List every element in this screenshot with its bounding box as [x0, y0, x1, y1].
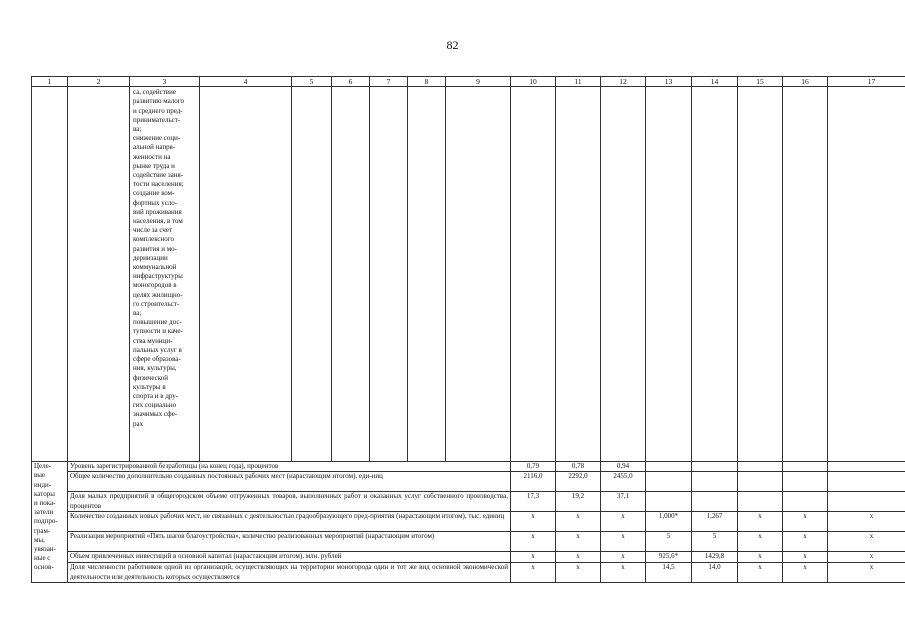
- indicators-section-label: [32, 462, 68, 583]
- indicator-value: [783, 492, 828, 512]
- section-label-line: и пока-: [34, 499, 56, 508]
- indicator-value: х: [601, 552, 646, 563]
- indicator-label: Общее количество дополнительно созданных постоянных рабочих мест (нарастающим итогом), еди-ниц: [68, 472, 511, 492]
- header-cell: 8: [408, 77, 446, 87]
- objective-text-line: тости населения;: [133, 180, 184, 189]
- section-label-line: вые: [34, 471, 46, 480]
- section-label-line: Целе-: [34, 462, 52, 471]
- section-label-line: мы,: [34, 535, 45, 544]
- indicator-value: х: [738, 512, 783, 532]
- indicator-value: 0,94: [601, 462, 646, 472]
- objective-text-line: целях жилищно-: [133, 290, 183, 299]
- header-cell: 3: [130, 77, 200, 87]
- indicator-label: Доля численности работников одной из организаций, осуществляющих на территории моногорода один и тот же вид основной экономической деятельности или деятельность которых осуществляется: [68, 563, 511, 583]
- objective-text-line: спорта и в дру-: [133, 391, 179, 400]
- section-label-line: каторы: [34, 489, 55, 498]
- indicator-value: [828, 472, 905, 492]
- indicator-value: 5: [692, 532, 738, 552]
- table-cell: [292, 87, 332, 462]
- indicator-value: [738, 492, 783, 512]
- objective-text-line: значимых сфе-: [133, 410, 178, 419]
- objective-text-line: и среднего пред-: [133, 106, 183, 115]
- objective-text-line: гих социально: [133, 401, 177, 410]
- objectives-text-cell: [130, 87, 200, 462]
- header-cell: 15: [738, 77, 783, 87]
- objective-text-line: развитию малого: [133, 97, 184, 106]
- objective-text-line: инфраструктуры: [133, 272, 183, 281]
- indicator-value: х: [511, 563, 556, 583]
- indicator-value: [738, 472, 783, 492]
- indicator-row: [32, 462, 905, 472]
- indicator-value: х: [828, 552, 905, 563]
- program-table: [31, 76, 905, 583]
- table-cell: [32, 87, 68, 462]
- objective-text-line: ния, культуры,: [133, 364, 177, 373]
- objective-text-line: рах: [133, 419, 144, 428]
- page-number: 82: [446, 38, 459, 52]
- table-cell: [408, 87, 446, 462]
- indicator-value: х: [783, 552, 828, 563]
- table-cell: [692, 87, 738, 462]
- indicator-value: х: [783, 532, 828, 552]
- indicator-value: [692, 492, 738, 512]
- indicator-row: [32, 552, 905, 563]
- indicator-value: х: [511, 532, 556, 552]
- table-cell: [200, 87, 292, 462]
- objective-text-line: населения, в том: [133, 217, 183, 226]
- table-cell: [511, 87, 556, 462]
- section-label-line: подпро-: [34, 517, 58, 526]
- objective-text-line: моногородов в: [133, 281, 177, 290]
- indicator-value: [646, 462, 692, 472]
- header-cell: 11: [556, 77, 601, 87]
- indicator-row: [32, 563, 905, 583]
- table-cell: [601, 87, 646, 462]
- header-cell: 14: [692, 77, 738, 87]
- section-label-line: грам-: [34, 526, 51, 535]
- header-cell: 13: [646, 77, 692, 87]
- objective-text-line: го строительст-: [133, 299, 180, 308]
- objective-text-line: фортных усло-: [133, 198, 178, 207]
- indicator-value: х: [738, 552, 783, 563]
- objective-text-line: содействие заня-: [133, 171, 184, 180]
- indicator-value: [783, 472, 828, 492]
- objective-text-line: повышение дос-: [133, 318, 182, 327]
- indicator-value: х: [738, 532, 783, 552]
- indicator-value: 14,0: [692, 563, 738, 583]
- indicator-row: [32, 492, 905, 512]
- table-cell: [738, 87, 783, 462]
- header-cell: 16: [783, 77, 828, 87]
- table-cell: [646, 87, 692, 462]
- objective-text-line: физической: [133, 373, 168, 382]
- header-cell: 10: [511, 77, 556, 87]
- indicator-value: х: [783, 512, 828, 532]
- objective-text-line: принимательст-: [133, 115, 181, 124]
- indicator-label: Количество созданных новых рабочих мест, не связанных с деятельностью градообразующего пред-приятия (нарастающим итогом), тыс. единиц: [68, 512, 511, 532]
- table-cell: [783, 87, 828, 462]
- section-label-line: затели: [34, 508, 54, 517]
- indicator-value: х: [601, 532, 646, 552]
- indicator-value: 37,1: [601, 492, 646, 512]
- header-cell: 5: [292, 77, 332, 87]
- indicator-label: Уровень зарегистрированной безработицы (на конец года), процентов: [68, 462, 511, 472]
- indicator-value: х: [601, 512, 646, 532]
- table-cell: [370, 87, 408, 462]
- indicator-value: 2116,0: [511, 472, 556, 492]
- indicator-value: 2292,0: [556, 472, 601, 492]
- objective-text-line: сфере образова-: [133, 355, 181, 364]
- objective-text-line: рынке труда и: [133, 161, 175, 170]
- header-cell: 1: [32, 77, 68, 87]
- indicator-value: 0,79: [511, 462, 556, 472]
- indicator-value: 1,000*: [646, 512, 692, 532]
- header-cell: 2: [68, 77, 130, 87]
- indicator-value: 5: [646, 532, 692, 552]
- table-cell: [828, 87, 905, 462]
- header-cell: 9: [446, 77, 511, 87]
- objective-text-line: культуры в: [133, 382, 166, 391]
- objective-text-line: вий проживания: [133, 207, 182, 216]
- header-row: [32, 77, 905, 87]
- indicator-value: х: [511, 552, 556, 563]
- indicator-value: 19,2: [556, 492, 601, 512]
- indicator-value: [692, 472, 738, 492]
- header-cell: 4: [200, 77, 292, 87]
- section-label-line: основ-: [34, 563, 54, 572]
- objective-text-line: дернизации: [133, 253, 168, 262]
- table-cell: [332, 87, 370, 462]
- indicator-value: 14,5: [646, 563, 692, 583]
- indicator-value: х: [556, 512, 601, 532]
- indicator-label: Объем привлеченных инвестиций в основной капитал (нарастающим итогом), млн. рублей: [68, 552, 511, 563]
- indicator-value: 17,3: [511, 492, 556, 512]
- section-label-line: увязан-: [34, 545, 56, 554]
- indicator-value: х: [556, 552, 601, 563]
- indicator-value: 925,6*: [646, 552, 692, 563]
- indicator-value: [828, 462, 905, 472]
- header-cell: 7: [370, 77, 408, 87]
- indicator-value: [646, 492, 692, 512]
- indicator-value: [783, 462, 828, 472]
- objective-text-line: пальных услуг в: [133, 345, 182, 354]
- objective-text-line: числе за счет: [133, 226, 172, 235]
- indicator-value: 1,267: [692, 512, 738, 532]
- table-cell: [446, 87, 511, 462]
- indicator-label: Реализация мероприятий «Пять шагов благоустройства», количество реализованных мероприятий (нарастающим итогом): [68, 532, 511, 552]
- indicator-value: х: [783, 563, 828, 583]
- table-cell: [556, 87, 601, 462]
- indicator-value: х: [556, 563, 601, 583]
- indicator-row: [32, 512, 905, 532]
- objective-text-line: развития и мо-: [133, 244, 177, 253]
- indicator-value: [646, 472, 692, 492]
- objective-text-line: са, содействие: [133, 88, 176, 97]
- indicator-value: х: [828, 563, 905, 583]
- objectives-row: [32, 87, 905, 462]
- indicator-value: х: [738, 563, 783, 583]
- objective-text-line: ва;: [133, 309, 142, 318]
- table-cell: [68, 87, 130, 462]
- indicator-value: х: [556, 532, 601, 552]
- objective-text-line: альной напря-: [133, 143, 176, 152]
- section-label-line: инди-: [34, 480, 52, 489]
- objective-text-line: коммунальной: [133, 263, 177, 272]
- indicator-value: 0,78: [556, 462, 601, 472]
- indicator-row: [32, 472, 905, 492]
- objective-text-line: комплексного: [133, 235, 174, 244]
- indicator-row: [32, 532, 905, 552]
- indicator-value: х: [828, 512, 905, 532]
- header-cell: 6: [332, 77, 370, 87]
- header-cell: 17: [828, 77, 905, 87]
- section-label-line: ные с: [34, 554, 51, 563]
- objective-text-line: ства муници-: [133, 336, 173, 345]
- objective-text-line: тупности и каче-: [133, 327, 183, 336]
- objective-text-line: женности на: [133, 152, 171, 161]
- indicator-value: [738, 462, 783, 472]
- indicator-value: х: [511, 512, 556, 532]
- indicator-value: [828, 492, 905, 512]
- objective-text-line: создание ком-: [133, 189, 175, 198]
- indicator-value: [692, 462, 738, 472]
- indicator-value: х: [828, 532, 905, 552]
- indicator-value: 2455,0: [601, 472, 646, 492]
- indicator-label: Доля малых предприятий в общегородском объеме отгруженных товаров, выполненных работ и оказанных услуг собственного производства, процентов: [68, 492, 511, 512]
- header-cell: 12: [601, 77, 646, 87]
- objective-text-line: ва;: [133, 125, 142, 134]
- indicator-value: х: [601, 563, 646, 583]
- objective-text-line: снижение соци-: [133, 134, 181, 143]
- indicator-value: 1429,8: [692, 552, 738, 563]
